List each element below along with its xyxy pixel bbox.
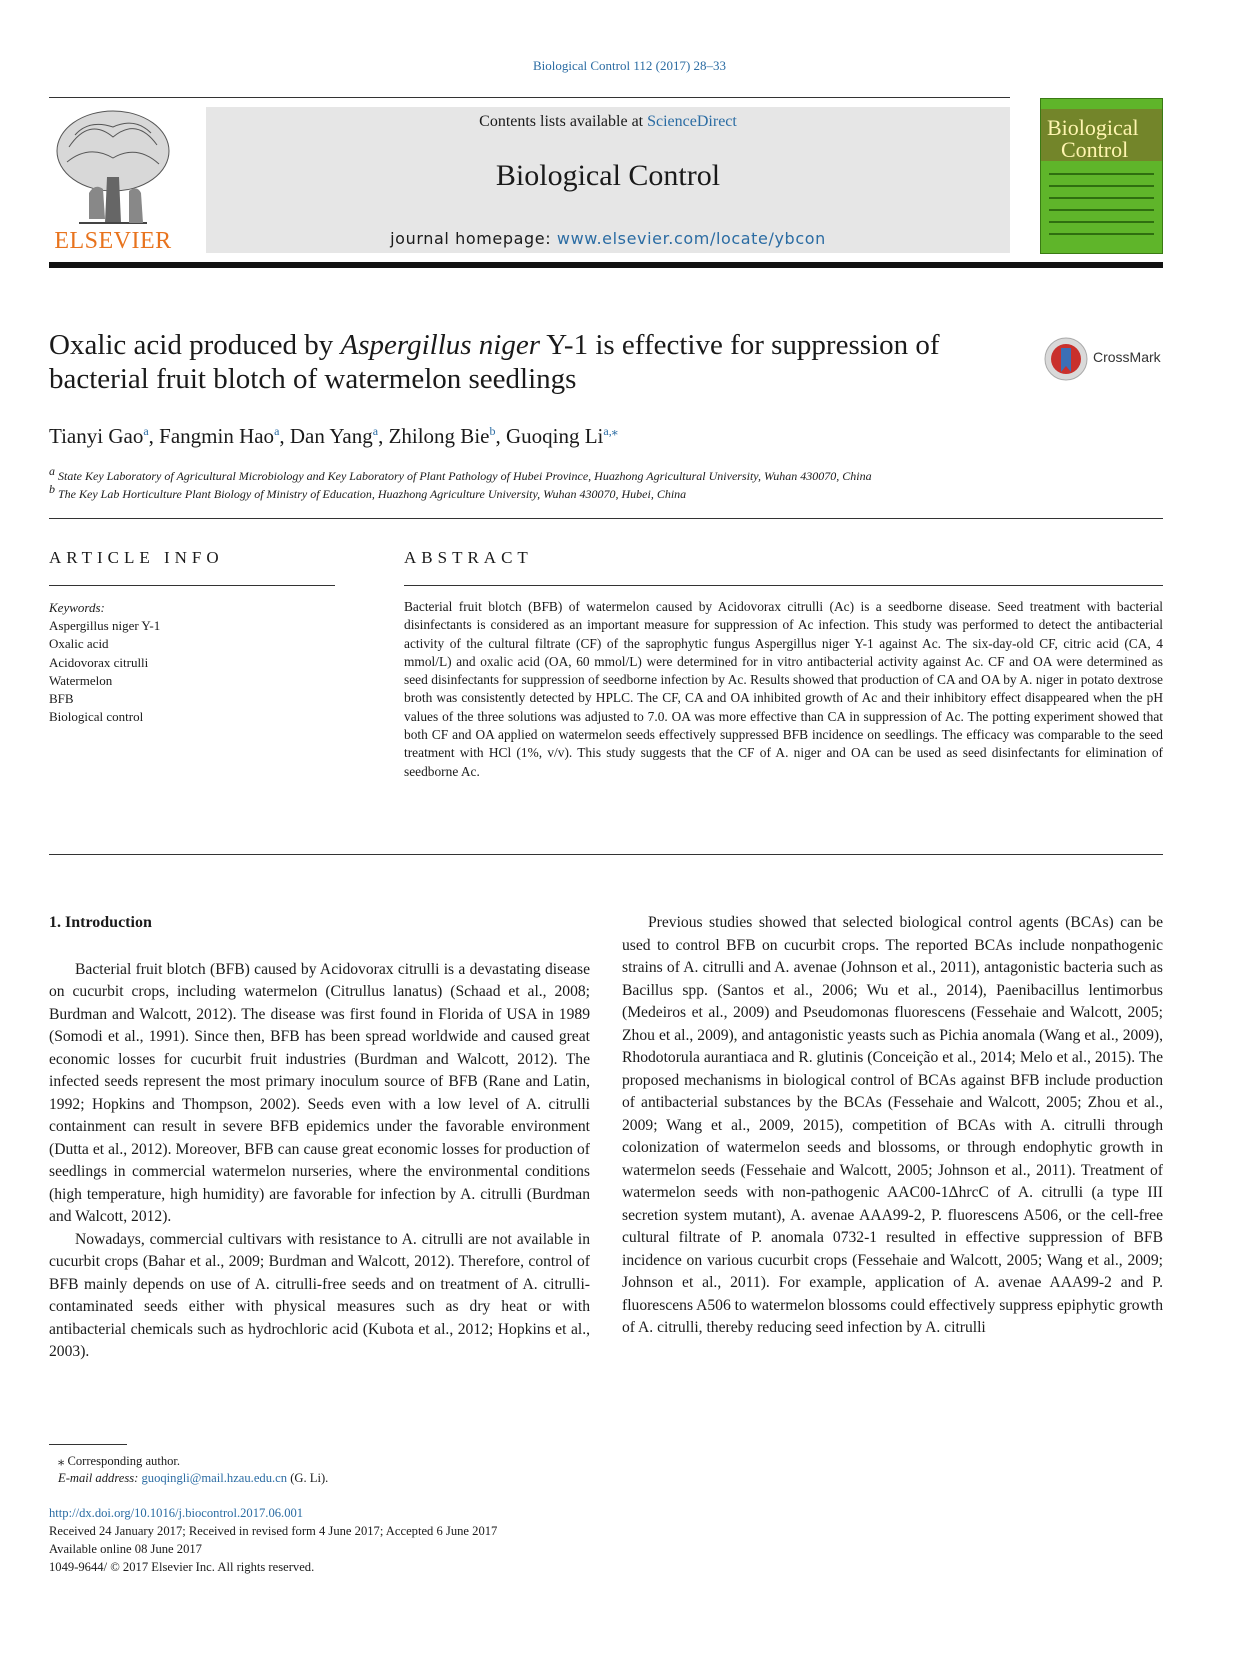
keyword: Aspergillus niger Y-1 — [49, 618, 161, 634]
affiliation-b: $^b$ The Key Lab Horticulture Plant Biology of Ministry of Education, Huazhong Agriculture University, Wuhan 430070, Hubei, China — [49, 482, 687, 501]
email-link[interactable]: guoqingli@mail.hzau.edu.cn — [141, 1471, 288, 1485]
crossmark-icon — [1043, 336, 1089, 382]
received-dates: Received 24 January 2017; Received in revised form 4 June 2017; Accepted 6 June 2017 — [49, 1524, 498, 1538]
abstract-text: Bacterial fruit blotch (BFB) of watermelon caused by Acidovorax citrulli (Ac) is a seedborne disease. Seed treatment with bacterial disinfectants is considered as an important measure for suppression of Ac infection. This study was performed to detect the antibacterial activity of the cultural filtrate (CF) of the saprophytic fungus Aspergillus niger Y-1 against Ac. The six-day-old CF, citric acid (CA, 4 mmol/L) and oxalic acid (OA, 60 mmol/L) were determined for in vitro antibacterial activity against Ac. CF and OA were determined as seed disinfectants for suppression of seedborne infection by Ac. Results showed that production of CA and OA by A. niger in potato dextrose broth was consistently detected by HPLC. The CF, CA and OA inhibited growth of Ac and their inhibitory effect disappeared when the pH values of the three solutions was adjusted to 7.0. OA was more effective than CA in suppression of Ac. The potting experiment showed that both CF and OA applied on watermelon seeds effectively suppressed BFB incidence on seedlings. The efficacy was comparable to the seed treatment with HCl (1%, v/v). This study suggests that the CF of A. niger and OA can be used as seed disinfectants for elimination of seedborne Ac. — [404, 599, 1163, 779]
header-thick-rule — [49, 262, 1163, 268]
abstract-rule — [404, 585, 1163, 586]
article-title: Oxalic acid produced by Aspergillus niger Y-1 is effective for suppression of bacterial fruit blotch of watermelon seedlings — [49, 329, 940, 395]
crossmark-badge[interactable] — [1043, 336, 1163, 384]
doi-link[interactable]: http://dx.doi.org/10.1016/j.biocontrol.2017.06.001 — [49, 1506, 304, 1520]
article-info-heading: ARTICLE INFO — [49, 548, 224, 567]
email-line: E-mail address: guoqingli@mail.hzau.edu.cn (G. Li). — [58, 1471, 329, 1485]
body-column-right — [622, 912, 1163, 1340]
body-column-left — [49, 912, 590, 1364]
author: Guoqing Li — [505, 424, 604, 448]
keyword: Watermelon — [49, 672, 113, 688]
crossmark-label: CrossMark — [1093, 349, 1161, 365]
header-rule — [49, 97, 1010, 98]
author: Zhilong Bie — [388, 424, 490, 448]
corresponding-author-note: ⁎ Corresponding author. — [58, 1454, 181, 1468]
homepage-line: journal homepage: www.elsevier.com/locate/ybcon — [390, 229, 826, 248]
abstract-bottom-rule — [49, 854, 1163, 855]
paragraph: Previous studies showed that selected biological control agents (BCAs) can be used to control BFB on cucurbit crops. The reported BCAs include nonpathogenic strains of A. citrulli and A. avenae (Johnson et al., 2011), antagonistic bacteria such as Bacillus spp. (Santos et al., 2006; Wu et al., 2014), Paenibacillus lentimorbus (Medeiros et al., 2009) and Pseudomonas fluorescens (Fessehaie and Walcott, 2005; Zhou et al., 2009), and antagonistic yeasts such as Pichia anomala (Wang et al., 2009), Rhodotorula aurantiaca and R. glutinis (Conceição et al., 2014; Melo et al., 2015). The proposed mechanisms in biological control of BCAs against BFB include production of antibacterial substances by the BCAs (Fessehaie and Walcott, 2005; Zhou et al., 2009; Wang et al., 2009, 2015), competition of BCAs with A. citrulli through colonization of watermelon seeds and blossoms, or through endophytic growth in watermelon seeds (Fessehaie and Walcott, 2005; Johnson et al., 2011). Treatment of watermelon seeds with non-pathogenic AAC00-1ΔhrcC of A. citrulli (a type III secretion system mutant), A. avenae AAA99-2, P. fluorescens A506, or the cell-free cultural filtrate of P. anomala 0732-1 resulted in effective suppression of BFB incidence on various cucurbit crops (Fessehaie and Walcott, 2005; Wang et al., 2009; Johnson et al., 2011). For example, application of A. avenae AAA99-2 and P. fluorescens A506 to watermelon blossoms could effectively suppress epiphytic growth of A. citrulli, thereby reducing seed infection by A. citrulli — [622, 914, 1163, 1336]
author-list: Tianyi Gao$^a$, Fangmin Hao$^a$, Dan Yang$^a$, Zhilong Bie$^b$, Guoqing $Li^{a,⁎}$ — [49, 424, 618, 448]
keyword: Acidovorax citrulli — [49, 654, 149, 670]
journal-cover-thumbnail[interactable] — [1040, 98, 1163, 254]
sciencedirect-link[interactable]: ScienceDirect — [647, 113, 737, 130]
paragraph: Nowadays, commercial cultivars with resistance to A. citrulli are not available in cucurbit crops (Bahar et al., 2009; Burdman and Walcott, 2012). Therefore, control of BFB mainly depends on use of A. citrulli-free seeds and on treatment of A. citrulli-contaminated seeds either with physical measures such as dry heat or with antibacterial chemicals such as hydrochloric acid (Kubota et al., 2012; Hopkins et al., 2003). — [49, 1230, 590, 1360]
journal-name: Biological Control — [495, 159, 721, 192]
keywords-block — [49, 599, 160, 726]
copyright: 1049-9644/ © 2017 Elsevier Inc. All rights reserved. — [49, 1560, 315, 1574]
author: Dan Yang — [289, 424, 373, 448]
contents-line: Contents lists available at ScienceDirect — [479, 113, 737, 130]
author: Tianyi Gao — [49, 424, 144, 448]
elsevier-logo — [49, 107, 177, 255]
journal-reference[interactable]: Biological Control 112 (2017) 28–33 — [532, 58, 727, 73]
abstract-heading: ABSTRACT — [404, 548, 533, 567]
section-heading: 1. Introduction — [49, 914, 152, 931]
keywords-label: Keywords: — [49, 600, 105, 615]
affiliation-rule — [49, 518, 1163, 519]
keyword: Biological control — [49, 709, 144, 725]
cover-title: Biological Control — [1047, 115, 1139, 162]
homepage-link[interactable]: www.elsevier.com/locate/ybcon — [556, 229, 826, 248]
info-rule — [49, 585, 335, 586]
keyword: BFB — [49, 691, 74, 707]
affiliation-a: $^a$ State Key Laboratory of Agricultural Microbiology and Key Laboratory of Plant Pathology of Hubei Province, Huazhong Agricultural University, Wuhan 430070, China — [49, 464, 872, 483]
journal-header-box — [206, 107, 1010, 253]
keyword: Oxalic acid — [49, 636, 109, 652]
author: Fangmin Hao — [159, 424, 275, 448]
footnote-rule — [49, 1444, 127, 1445]
tree-icon — [49, 107, 177, 225]
paragraph: Bacterial fruit blotch (BFB) caused by Acidovorax citrulli is a devastating disease on cucurbit crops, including watermelon (Citrullus lanatus) (Schaad et al., 2008; Burdman and Walcott, 2012). The disease was first found in Florida of USA in 1989 (Somodi et al., 1991). Since then, BFB has been spread worldwide and caused great economic losses for cucurbit fruit industries (Burdman and Walcott, 2012). The infected seeds represent the most primary inoculum source of BFB (Rane and Latin, 1992; Hopkins and Thompson, 2002). Seeds even with a low level of A. citrulli containment can result in severe BFB epidemics under the favorable environment (Dutta et al., 2012). Moreover, BFB can cause great economic losses for production of seedlings in commercial watermelon nurseries, where the environmental conditions (high temperature, high humidity) are favorable for infection by A. citrulli (Burdman and Walcott, 2012). — [49, 960, 590, 1225]
elsevier-wordmark: ELSEVIER — [54, 228, 172, 254]
online-date: Available online 08 June 2017 — [49, 1542, 202, 1556]
